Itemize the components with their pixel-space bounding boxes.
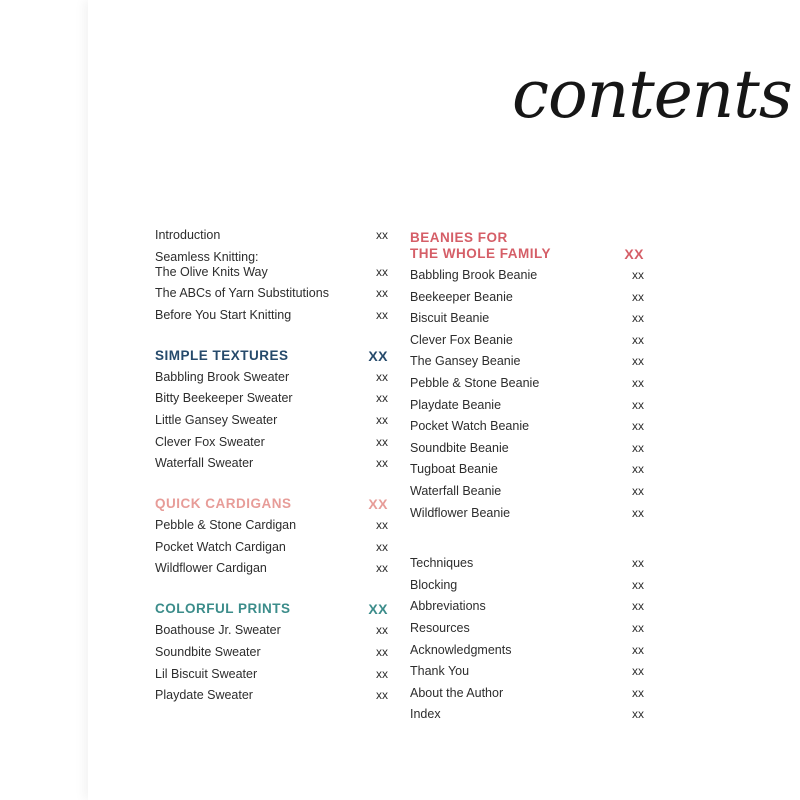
page-title: contents <box>512 56 792 133</box>
section-heading-title <box>410 230 551 262</box>
toc-entry-title: Bitty Beekeeper Sweater <box>155 391 293 406</box>
toc-entry[interactable] <box>410 311 644 326</box>
toc-entry-title: Pocket Watch Cardigan <box>155 539 286 554</box>
toc-entry-title: Beekeeper Beanie <box>410 289 513 304</box>
section-heading-page: XX <box>368 347 388 364</box>
toc-entry[interactable] <box>410 643 644 658</box>
toc-entry[interactable] <box>410 599 644 614</box>
toc-entry[interactable] <box>410 354 644 369</box>
toc-entry-page: xx <box>376 434 388 449</box>
toc-entry[interactable] <box>155 250 388 280</box>
section-heading-title: QUICK CARDIGANS <box>155 496 292 512</box>
toc-entry[interactable] <box>410 686 644 701</box>
toc-entry-page: xx <box>376 286 388 301</box>
toc-entry-page: xx <box>632 440 644 455</box>
toc-entry-title: Playdate Sweater <box>155 688 253 703</box>
toc-entry-page: xx <box>632 599 644 614</box>
toc-entry[interactable] <box>155 228 388 243</box>
section-heading-quick-cardigans[interactable] <box>155 496 388 512</box>
toc-entry-title: Techniques <box>410 556 474 571</box>
toc-entry-page: xx <box>632 375 644 390</box>
toc-entry[interactable] <box>155 623 388 638</box>
toc-entry-title: Biscuit Beanie <box>410 311 490 326</box>
toc-entry-title-line: The Olive Knits Way <box>155 264 268 279</box>
toc-entry-title: Soundbite Beanie <box>410 440 509 455</box>
toc-entry-page: xx <box>632 664 644 679</box>
toc-entry-title: Little Gansey Sweater <box>155 412 278 427</box>
toc-entry-page: xx <box>632 419 644 434</box>
toc-entry-title: Waterfall Beanie <box>410 483 502 498</box>
toc-entry-title: Clever Fox Sweater <box>155 434 265 449</box>
toc-entry[interactable] <box>155 391 388 406</box>
toc-entry-page: xx <box>632 332 644 347</box>
toc-left-column <box>155 228 388 710</box>
toc-entry-page: xx <box>632 620 644 635</box>
toc-entry-page: xx <box>376 666 388 681</box>
toc-entry[interactable] <box>155 540 388 555</box>
toc-entry[interactable] <box>155 370 388 385</box>
toc-entry-title: Pocket Watch Beanie <box>410 419 530 434</box>
toc-entry-page: xx <box>632 311 644 326</box>
toc-entry-page: xx <box>376 228 388 242</box>
toc-entry-page: xx <box>376 369 388 384</box>
toc-entry-page: xx <box>376 518 388 533</box>
toc-entry-title: Wildflower Cardigan <box>155 561 267 576</box>
toc-entry-title: Acknowledgments <box>410 642 512 657</box>
toc-entry-title: Babbling Brook Beanie <box>410 268 538 282</box>
section-heading-page: XX <box>368 496 388 513</box>
toc-entry-title: Resources <box>410 620 470 635</box>
toc-entry[interactable] <box>410 268 644 283</box>
toc-entry[interactable] <box>410 398 644 413</box>
toc-entry-title: About the Author <box>410 685 504 700</box>
toc-entry-page: xx <box>376 307 388 322</box>
toc-entry[interactable] <box>410 484 644 499</box>
toc-entry[interactable] <box>410 621 644 636</box>
toc-entry-page: xx <box>376 688 388 703</box>
toc-entry-title: Introduction <box>155 228 221 242</box>
toc-entry[interactable] <box>155 561 388 576</box>
toc-entry[interactable] <box>155 667 388 682</box>
toc-entry-title: Boathouse Jr. Sweater <box>155 623 281 638</box>
toc-entry[interactable] <box>410 707 644 722</box>
toc-entry[interactable] <box>410 441 644 456</box>
section-heading-line: THE WHOLE FAMILY <box>410 246 552 261</box>
toc-entry[interactable] <box>410 419 644 434</box>
section-heading-line: BEANIES FOR <box>410 230 508 245</box>
toc-entry[interactable] <box>410 333 644 348</box>
toc-entry[interactable] <box>410 578 644 593</box>
toc-entry-page: xx <box>632 707 644 722</box>
toc-entry-title: Tugboat Beanie <box>410 462 498 477</box>
toc-entry-page: xx <box>632 397 644 412</box>
toc-entry-page: xx <box>376 561 388 576</box>
toc-entry-page: xx <box>376 264 388 279</box>
toc-entry-page: xx <box>376 391 388 406</box>
toc-right-column <box>410 228 644 729</box>
toc-entry-title: Lil Biscuit Sweater <box>155 666 258 681</box>
toc-entry-page: xx <box>376 644 388 659</box>
toc-entry-page: xx <box>632 556 644 571</box>
toc-entry-title: Thank You <box>410 664 470 679</box>
section-heading-simple-textures[interactable] <box>155 348 388 364</box>
toc-entry-title: Before You Start Knitting <box>155 307 292 322</box>
toc-entry-page: xx <box>632 642 644 657</box>
toc-entry-page: xx <box>632 577 644 592</box>
toc-entry-title: Playdate Beanie <box>410 397 502 412</box>
toc-entry[interactable] <box>155 456 388 471</box>
toc-entry-page: xx <box>632 354 644 369</box>
toc-entry-page: xx <box>632 505 644 520</box>
toc-entry[interactable] <box>410 506 644 521</box>
toc-entry-title: Pebble & Stone Beanie <box>410 375 540 390</box>
toc-entry-page: xx <box>632 289 644 304</box>
toc-entry-title: The ABCs of Yarn Substitutions <box>155 286 329 301</box>
toc-entry[interactable] <box>155 413 388 428</box>
toc-entry-page: xx <box>632 462 644 477</box>
toc-entry-title: Wildflower Beanie <box>410 505 511 520</box>
toc-entry-page: xx <box>376 539 388 554</box>
toc-entry-page: xx <box>376 456 388 471</box>
toc-entry-title: The Gansey Beanie <box>410 354 521 369</box>
toc-entry-title: Pebble & Stone Cardigan <box>155 518 297 533</box>
toc-entry[interactable] <box>155 645 388 660</box>
toc-entry-page: xx <box>376 623 388 638</box>
toc-entry-title: Blocking <box>410 577 458 592</box>
toc-entry[interactable] <box>155 435 388 450</box>
toc-entry-title: Babbling Brook Sweater <box>155 369 290 384</box>
toc-entry[interactable] <box>155 308 388 323</box>
section-gap <box>410 527 644 556</box>
section-heading-page: XX <box>368 601 388 618</box>
toc-entry-title: Waterfall Sweater <box>155 456 254 471</box>
toc-entry-title <box>155 250 368 280</box>
toc-entry-page: xx <box>632 268 644 282</box>
toc-entry-page: xx <box>376 412 388 427</box>
toc-entry[interactable] <box>410 376 644 391</box>
toc-entry[interactable] <box>155 518 388 533</box>
toc-entry[interactable] <box>155 688 388 703</box>
toc-entry[interactable] <box>410 664 644 679</box>
toc-entry[interactable] <box>410 556 644 571</box>
section-heading-page: XX <box>624 246 644 262</box>
toc-entry-title: Clever Fox Beanie <box>410 332 513 347</box>
section-heading-beanies[interactable] <box>410 230 644 262</box>
toc-entry-title: Abbreviations <box>410 599 486 614</box>
toc-entry-page: xx <box>632 483 644 498</box>
toc-entry-title: Index <box>410 707 441 722</box>
toc-entry[interactable] <box>410 290 644 305</box>
section-heading-colorful-prints[interactable] <box>155 601 388 617</box>
toc-entry-title: Soundbite Sweater <box>155 644 261 659</box>
toc-entry[interactable] <box>155 286 388 301</box>
section-heading-title: COLORFUL PRINTS <box>155 601 291 617</box>
toc-entry-page: xx <box>632 685 644 700</box>
section-heading-title: SIMPLE TEXTURES <box>155 347 289 363</box>
toc-entry[interactable] <box>410 462 644 477</box>
toc-entry-title-line: Seamless Knitting: <box>155 249 259 264</box>
